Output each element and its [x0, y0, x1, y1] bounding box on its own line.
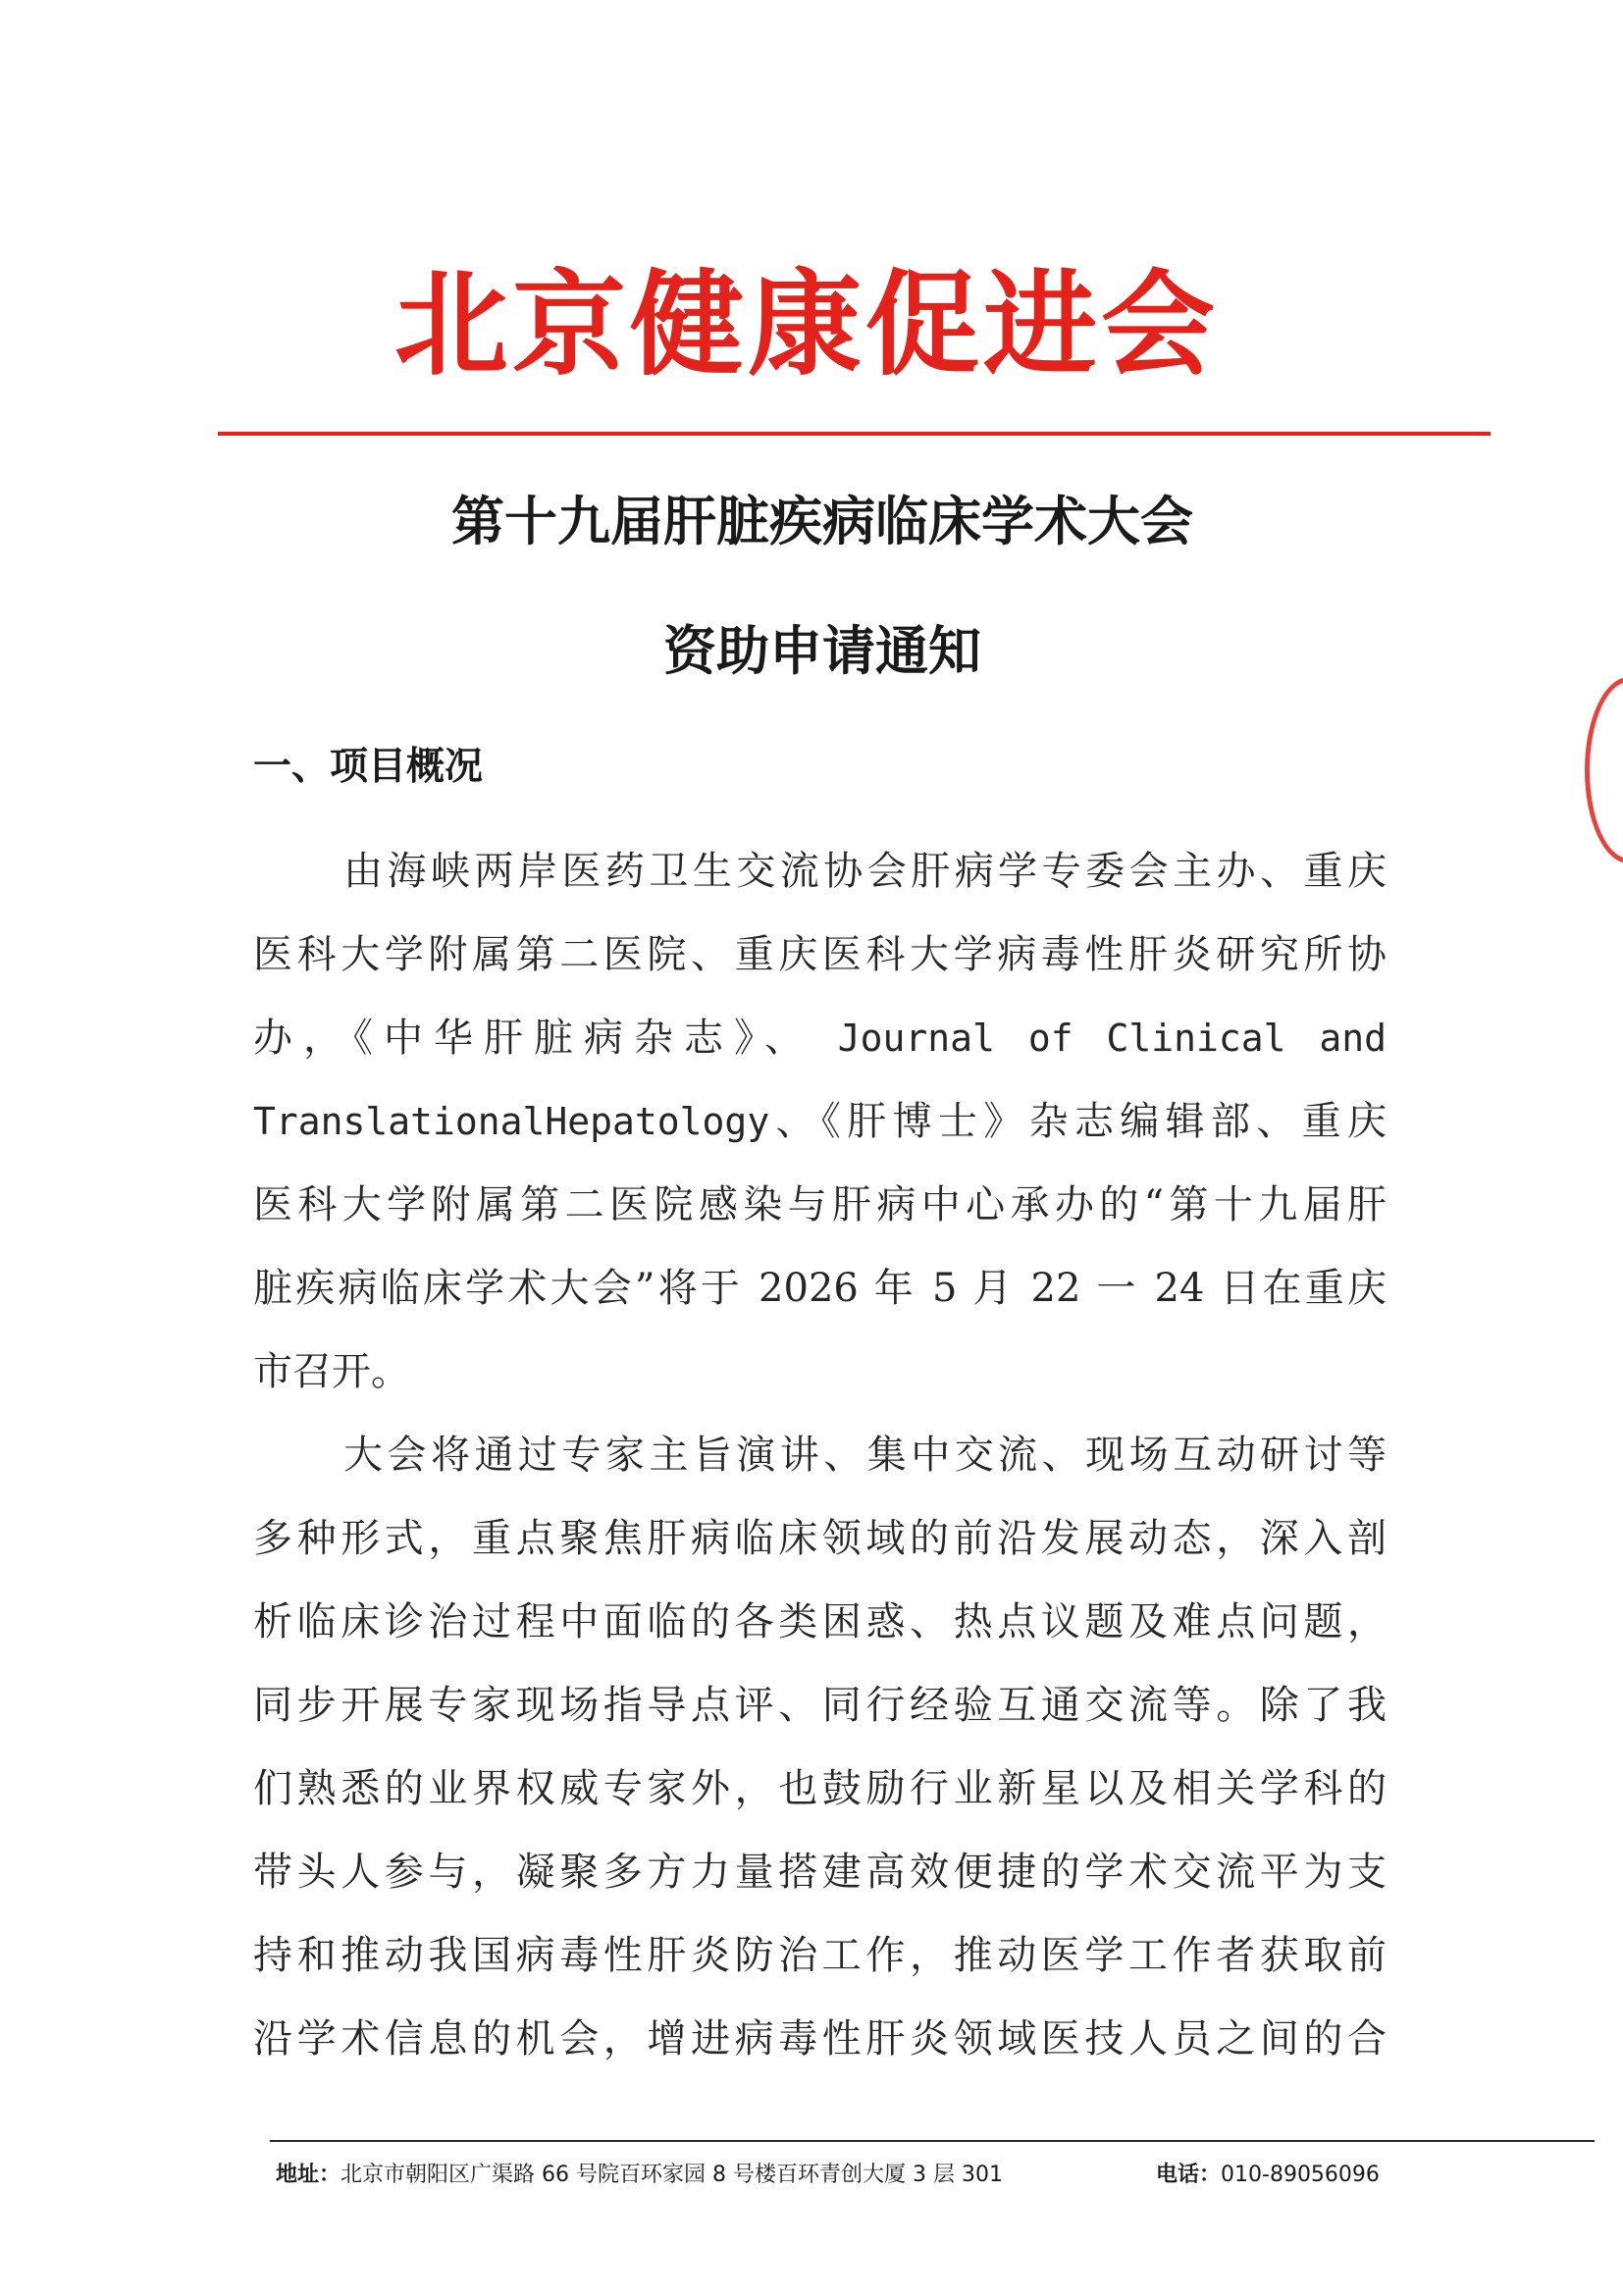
paragraph-2-line-1: 大会将通过专家主旨演讲、集中交流、现场互动研讨等: [343, 1433, 1387, 1478]
paragraph-1-line-4-text: 、《肝博士》杂志编辑部、重庆: [769, 1099, 1387, 1144]
red-seal-stamp-edge: [1585, 677, 1623, 863]
paragraph-2-line-4: 同步开展专家现场指导点评、同行经验互通交流等。除了我: [253, 1683, 1387, 1728]
footer-address: [276, 2156, 1003, 2195]
document-title-line-2: 资助申请通知: [663, 619, 981, 682]
paragraph-1-line-7: 市召开。: [253, 1349, 410, 1394]
paragraph-1-line-3-text: 办，《中华肝脏病杂志》、: [253, 1016, 815, 1061]
paragraph-1-line-5: 医科大学附属第二医院感染与肝病中心承办的“第十九届肝: [253, 1182, 1387, 1227]
paragraph-1-line-3-journal: Journal of Clinical and: [837, 1017, 1387, 1060]
section-heading-overview: 一、项目概况: [253, 745, 484, 789]
paragraph-2-line-5: 们熟悉的业界权威专家外，也鼓励行业新星以及相关学科的: [253, 1766, 1387, 1811]
footer-address-label: 地址：: [276, 2163, 341, 2187]
footer-phone: [1156, 2156, 1380, 2195]
footer: [276, 2156, 1512, 2195]
paragraph-1-line-2: 医科大学附属第二医院、重庆医科大学病毒性肝炎研究所协: [253, 932, 1387, 977]
letterhead-divider: [218, 432, 1491, 436]
paragraph-1-line-4: [253, 1088, 1387, 1155]
paragraph-2-line-6: 带头人参与，凝聚多方力量搭建高效便捷的学术交流平为支: [253, 1850, 1387, 1895]
paragraph-2-line-7: 持和推动我国病毒性肝炎防治工作，推动医学工作者获取前: [253, 1933, 1387, 1978]
letterhead-org-name: 北京健康促进会: [394, 259, 1219, 391]
paragraph-1-line-1: 由海峡两岸医药卫生交流协会肝病学专委会主办、重庆: [343, 849, 1387, 894]
footer-divider: [270, 2140, 1595, 2142]
paragraph-2-line-3: 析临床诊治过程中面临的各类困惑、热点议题及难点问题，: [253, 1599, 1387, 1644]
paragraph-2-line-2: 多种形式，重点聚焦肝病临床领域的前沿发展动态，深入剖: [253, 1516, 1387, 1561]
footer-address-text: 北京市朝阳区广渠路 66 号院百环家园 8 号楼百环青创大厦 3 层 301: [340, 2163, 1003, 2187]
footer-phone-label: 电话：: [1156, 2163, 1222, 2187]
footer-phone-number: 010-89056096: [1221, 2163, 1380, 2187]
paragraph-1-line-6: 脏疾病临床学术大会”将于 2026 年 5 月 22 一 24 日在重庆: [253, 1266, 1387, 1311]
paragraph-2-line-8: 沿学术信息的机会，增进病毒性肝炎领域医技人员之间的合: [253, 2016, 1387, 2061]
document-title-line-1: 第十九届肝脏疾病临床学术大会: [451, 490, 1193, 552]
paragraph-1-line-4-journal: TranslationalHepatology: [253, 1100, 770, 1143]
paragraph-1-line-3: [253, 1005, 1387, 1071]
